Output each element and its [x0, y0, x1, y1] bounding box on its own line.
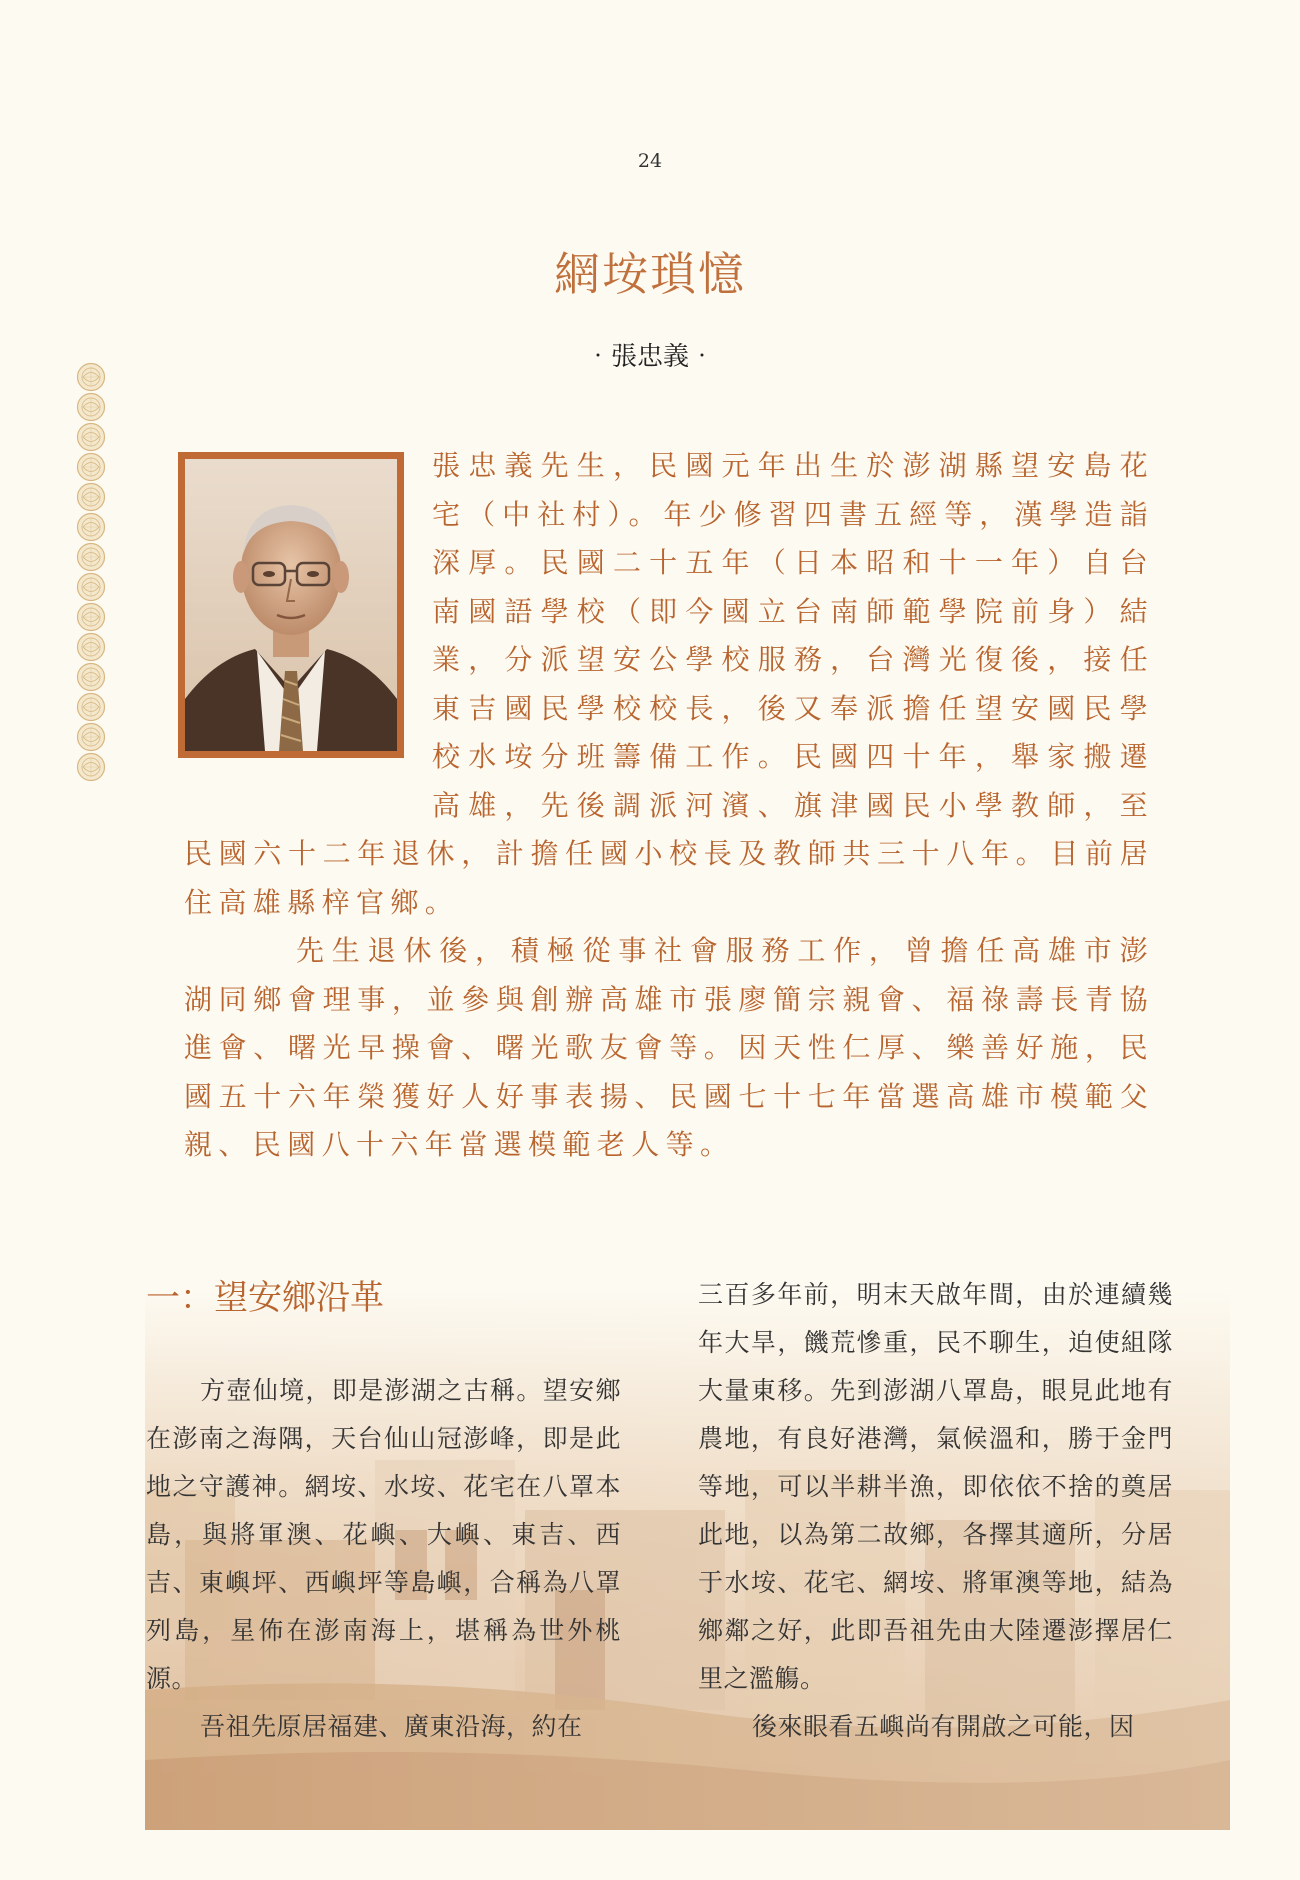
biography-paragraph-2: 先生退休後，積極從事社會服務工作，曾擔任高雄市澎湖同鄉會理事，並參與創辦高雄市張廖簡宗親會、福祿壽長青協進會、曙光早操會、曙光歌友會等。因天性仁厚、樂善好施，民國五十六年榮獲好人好事表揚、民國七十七年當選高雄市模範父親、民國八十六年當選模範老人等。: [184, 934, 1154, 1161]
portrait-float-space: [184, 442, 432, 782]
page-number: 24: [637, 150, 663, 172]
section-paragraph-3: 後來眼看五嶼尚有開啟之可能，因: [752, 1712, 1135, 1741]
section-heading: 一：望安鄉沿革: [146, 1278, 384, 1318]
author-biography: [184, 442, 1154, 1170]
section-paragraph-2-continued: 三百多年前，明末天啟年間，由於連續幾年大旱，饑荒慘重，民不聊生，迫使組隊大量東移。先到澎湖八罩島，眼見此地有農地，有良好港灣，氣候溫和，勝于金門等地，可以半耕半漁，即依依不捨的奠居此地，以為第二故鄉，各擇其適所，分居于水垵、花宅、網垵、將軍澳等地，結為鄉鄰之好，此即吾祖先由大陸遷澎擇居仁里之濫觴。: [698, 1280, 1173, 1693]
author-name: ‧張忠義‧: [584, 342, 715, 372]
text-column-right: [698, 1271, 1173, 1751]
decorative-ornament-column: [74, 362, 108, 782]
text-column-left: [146, 1367, 621, 1751]
article-title: 網垵瑣憶: [554, 247, 746, 301]
section-paragraph-1: 方壺仙境，即是澎湖之古稱。望安鄉在澎南之海隅，天台仙山冠澎峰，即是此地之守護神。網垵、水垵、花宅在八罩本島，與將軍澳、花嶼、大嶼、東吉、西吉、東嶼坪、西嶼坪等島嶼，合稱為八罩列島，星佈在澎南海上，堪稱為世外桃源。: [146, 1376, 621, 1693]
section-paragraph-2: 吾祖先原居福建、廣東沿海，約在: [200, 1712, 583, 1741]
biography-paragraph-1: 張忠義先生，民國元年出生於澎湖縣望安島花宅（中社村）。年少修習四書五經等，漢學造詣深厚。民國二十五年（日本昭和十一年）自台南國語學校（即今國立台南師範學院前身）結業，分派望安公學校服務，台灣光復後，接任東吉國民學校校長，後又奉派擔任望安國民學校水垵分班籌備工作。民國四十年，舉家搬遷高雄，先後調派河濱、旗津國民小學教師，至民國六十二年退休，計擔任國小校長及教師共三十八年。目前居住高雄縣梓官鄉。: [184, 449, 1154, 919]
